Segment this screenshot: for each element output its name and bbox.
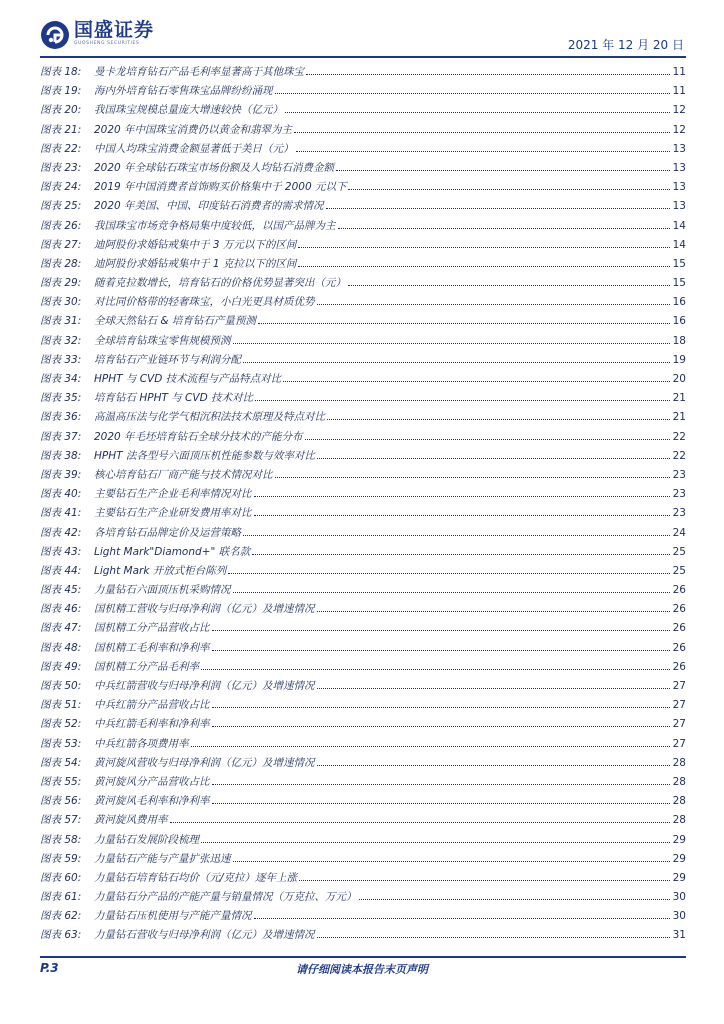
guosheng-logo-icon — [40, 20, 70, 50]
toc-entry-label: 图表 39: — [40, 468, 82, 481]
toc-dot-leader — [212, 707, 671, 708]
toc-entry[interactable] — [40, 293, 686, 312]
toc-entry[interactable] — [40, 677, 686, 696]
toc-dot-leader — [305, 439, 670, 440]
toc-entry-label: 图表 52: — [40, 718, 82, 731]
toc-entry[interactable] — [40, 524, 686, 543]
toc-entry-title: Light Mark 开放式柜台陈列 — [94, 564, 227, 577]
toc-entry-label: 图表 50: — [40, 680, 82, 692]
toc-entry-label: 图表 18: — [40, 66, 82, 78]
toc-dot-leader — [252, 554, 670, 555]
toc-entry-page: 13 — [672, 181, 686, 194]
toc-entry[interactable] — [40, 312, 686, 331]
toc-entry-label: 图表 24: — [40, 181, 82, 194]
toc-entry[interactable] — [40, 274, 686, 293]
toc-entry-title: 国机精工毛利率和净利率 — [94, 641, 210, 654]
toc-entry-page: 29 — [672, 833, 686, 846]
toc-dot-leader — [255, 400, 670, 401]
toc-entry-label: 图表 31: — [40, 315, 82, 328]
toc-entry-label: 图表 36: — [40, 411, 82, 424]
toc-entry-title: 对比同价格带的轻奢珠宝，小白光更具材质优势 — [94, 296, 315, 309]
toc-dot-leader — [233, 861, 671, 862]
toc-dot-leader — [228, 573, 670, 574]
toc-entry-label: 图表 38: — [40, 449, 82, 462]
toc-entry-label: 图表 32: — [40, 334, 82, 347]
toc-dot-leader — [243, 535, 670, 536]
toc-entry-label: 图表 42: — [40, 526, 82, 539]
toc-entry[interactable] — [40, 504, 686, 523]
toc-entry-title: 2020 年毛坯培育钻石全球分技术的产能分布 — [94, 430, 303, 443]
toc-entry-title: 我国珠宝市场竞争格局集中度较低，以国产品牌为主 — [94, 219, 336, 232]
toc-entry-page: 26 — [672, 584, 686, 597]
toc-entry[interactable] — [40, 197, 686, 216]
toc-entry[interactable] — [40, 639, 686, 658]
toc-entry-page: 23 — [672, 468, 686, 481]
toc-entry-page: 13 — [672, 200, 686, 213]
toc-dot-leader — [359, 899, 671, 900]
toc-entry-title: 全球培育钻珠宝零售规模预测 — [94, 334, 231, 347]
toc-entry[interactable] — [40, 658, 686, 677]
toc-entry-label: 图表 21: — [40, 123, 82, 136]
toc-entry-title: 力量钻石分产品的产能产量与销量情况（万克拉、万元） — [94, 891, 357, 904]
report-date: 2021 年 12 月 20 日 — [567, 38, 684, 52]
toc-entry-page: 28 — [672, 795, 686, 808]
toc-entry-label: 图表 63: — [40, 929, 82, 942]
toc-dot-leader — [317, 304, 671, 305]
toc-entry-label: 图表 60: — [40, 871, 82, 884]
toc-entry[interactable] — [40, 543, 686, 562]
toc-entry-page: 16 — [672, 315, 686, 328]
toc-entry[interactable] — [40, 562, 686, 581]
toc-entry-title: 曼卡龙培育钻石产品毛利率显著高于其他珠宝 — [94, 66, 304, 78]
toc-entry-page: 27 — [672, 699, 686, 712]
toc-entry-page: 12 — [672, 123, 686, 136]
toc-dot-leader — [326, 208, 670, 209]
toc-entry-label: 图表 40: — [40, 488, 82, 501]
toc-entry-title: 中国人均珠宝消费金额显著低于美日（元） — [94, 142, 294, 155]
toc-entry-title: 迪阿股份求婚钻戒集中于 1 克拉以下的区间 — [94, 257, 297, 270]
toc-entry-label: 图表 26: — [40, 219, 82, 232]
toc-entry-title: 各培育钻石品牌定价及运营策略 — [94, 526, 241, 539]
toc-entry-label: 图表 57: — [40, 814, 82, 827]
toc-entry-title: 培育钻石 HPHT 与 CVD 技术对比 — [94, 392, 253, 405]
toc-entry-title: 主要钻石生产企业毛利率情况对比 — [94, 488, 252, 501]
toc-entry[interactable] — [40, 82, 686, 101]
toc-entry[interactable] — [40, 466, 686, 485]
toc-dot-leader — [317, 688, 671, 689]
chart-index-list — [40, 63, 686, 946]
toc-entry-page: 14 — [672, 238, 686, 251]
toc-dot-leader — [294, 132, 670, 133]
toc-entry[interactable] — [40, 159, 686, 178]
toc-dot-leader — [254, 515, 671, 516]
toc-entry-title: 中兵红箭营收与归母净利润（亿元）及增速情况 — [94, 680, 315, 692]
toc-entry-page: 16 — [672, 296, 686, 309]
toc-entry-page: 11 — [672, 85, 686, 98]
toc-dot-leader — [212, 630, 671, 631]
toc-entry-page: 14 — [672, 219, 686, 232]
toc-entry[interactable] — [40, 217, 686, 236]
toc-entry-title: 力量钻石营收与归母净利润（亿元）及增速情况 — [94, 929, 315, 942]
toc-entry-page: 26 — [672, 603, 686, 616]
toc-entry[interactable] — [40, 888, 686, 907]
toc-entry-title: 主要钻石生产企业研发费用率对比 — [94, 507, 252, 520]
toc-entry-page: 25 — [672, 545, 686, 558]
toc-dot-leader — [201, 669, 670, 670]
toc-entry[interactable] — [40, 600, 686, 619]
toc-entry-title: 国机精工分产品毛利率 — [94, 660, 199, 673]
toc-entry-title: 中兵红箭毛利率和净利率 — [94, 718, 210, 731]
toc-entry-label: 图表 29: — [40, 277, 82, 290]
toc-dot-leader — [233, 592, 671, 593]
toc-entry-label: 图表 55: — [40, 775, 82, 788]
toc-entry[interactable] — [40, 850, 686, 869]
toc-entry[interactable] — [40, 428, 686, 447]
toc-entry-page: 28 — [672, 814, 686, 827]
toc-entry-page: 11 — [672, 66, 686, 78]
toc-entry-title: 力量钻石培育钻石均价（元/克拉）逐年上涨 — [94, 871, 298, 884]
toc-entry-title: Light Mark"Diamond+" 联名款 — [94, 545, 251, 558]
toc-entry[interactable] — [40, 140, 686, 159]
toc-entry[interactable] — [40, 389, 686, 408]
toc-entry[interactable] — [40, 773, 686, 792]
toc-entry-title: 全球天然钻石 & 培育钻石产量预测 — [94, 315, 256, 328]
toc-entry-label: 图表 56: — [40, 795, 82, 808]
toc-entry-label: 图表 44: — [40, 564, 82, 577]
toc-entry[interactable] — [40, 332, 686, 351]
toc-entry-title: 培育钻石产业链环节与利润分配 — [94, 353, 241, 366]
toc-entry[interactable] — [40, 447, 686, 466]
toc-entry-title: 2020 年美国、中国、印度钻石消费者的需求情况 — [94, 200, 324, 213]
toc-entry-title: 力量钻石压机使用与产能产量情况 — [94, 910, 252, 923]
toc-entry-title: HPHT 法各型号六面顶压机性能参数与效率对比 — [94, 449, 315, 462]
toc-entry-title: 随着克拉数增长，培育钻石的价格优势显著突出（元） — [94, 277, 346, 290]
toc-entry-title: 黄河旋风分产品营收占比 — [94, 775, 210, 788]
toc-entry-label: 图表 27: — [40, 238, 82, 251]
toc-entry-title: 黄河旋风毛利率和净利率 — [94, 795, 210, 808]
toc-entry[interactable] — [40, 792, 686, 811]
toc-dot-leader — [296, 151, 671, 152]
toc-entry-page: 29 — [672, 852, 686, 865]
toc-entry-page: 25 — [672, 564, 686, 577]
toc-entry[interactable] — [40, 370, 686, 389]
toc-dot-leader — [317, 765, 671, 766]
toc-entry-page: 20 — [672, 373, 686, 385]
toc-dot-leader — [336, 170, 670, 171]
toc-entry-title: 2019 年中国消费者首饰购买价格集中于 2000 元以下 — [94, 181, 347, 194]
toc-entry-page: 13 — [672, 142, 686, 155]
toc-dot-leader — [306, 74, 670, 75]
toc-entry-title: 中兵红箭分产品营收占比 — [94, 699, 210, 712]
toc-entry-label: 图表 33: — [40, 353, 82, 366]
toc-entry-title: 黄河旋风营收与归母净利润（亿元）及增速情况 — [94, 756, 315, 769]
toc-entry-label: 图表 35: — [40, 392, 82, 405]
toc-entry-page: 28 — [672, 775, 686, 788]
toc-entry-title: HPHT 与 CVD 技术流程与产品特点对比 — [94, 373, 282, 385]
toc-entry-label: 图表 48: — [40, 641, 82, 654]
toc-entry-page: 28 — [672, 756, 686, 769]
toc-dot-leader — [275, 93, 671, 94]
toc-dot-leader — [212, 726, 671, 727]
toc-entry-page: 15 — [672, 277, 686, 290]
toc-entry[interactable] — [40, 236, 686, 255]
toc-entry-label: 图表 43: — [40, 545, 82, 558]
toc-entry-page: 26 — [672, 641, 686, 654]
toc-entry-label: 图表 25: — [40, 200, 82, 213]
toc-entry-title: 我国珠宝规模总量庞大增速较快（亿元） — [94, 104, 283, 117]
toc-entry[interactable] — [40, 178, 686, 197]
toc-dot-leader — [212, 784, 671, 785]
toc-entry-page: 27 — [672, 737, 686, 750]
toc-entry-page: 22 — [672, 449, 686, 462]
toc-entry-label: 图表 20: — [40, 104, 82, 117]
toc-dot-leader — [258, 323, 670, 324]
toc-entry[interactable] — [40, 754, 686, 773]
toc-entry-title: 海内外培育钻石零售珠宝品牌纷纷涌现 — [94, 85, 273, 98]
toc-entry-page: 24 — [672, 526, 686, 539]
toc-dot-leader — [212, 650, 671, 651]
toc-dot-leader — [285, 112, 670, 113]
toc-entry-page: 19 — [672, 353, 686, 366]
toc-entry-page: 22 — [672, 430, 686, 443]
toc-entry[interactable] — [40, 351, 686, 370]
toc-entry-title: 力量钻石发展阶段梳理 — [94, 833, 199, 846]
toc-dot-leader — [338, 228, 671, 229]
company-name: 国盛证券 — [74, 19, 155, 41]
toc-dot-leader — [298, 247, 670, 248]
toc-entry-page: 13 — [672, 161, 686, 174]
toc-entry[interactable] — [40, 869, 686, 888]
toc-dot-leader — [348, 285, 670, 286]
toc-entry-page: 18 — [672, 334, 686, 347]
toc-entry-title: 力量钻石产能与产量扩张迅速 — [94, 852, 231, 865]
toc-entry-title: 2020 年中国珠宝消费仍以黄金和翡翠为主 — [94, 123, 293, 136]
footer-divider — [40, 956, 686, 958]
toc-entry-label: 图表 59: — [40, 852, 82, 865]
toc-dot-leader — [299, 880, 670, 881]
toc-entry-page: 29 — [672, 871, 686, 884]
header-divider — [40, 56, 686, 58]
toc-entry-title: 国机精工营收与归母净利润（亿元）及增速情况 — [94, 603, 315, 616]
toc-entry-label: 图表 28: — [40, 257, 82, 270]
toc-dot-leader — [317, 611, 671, 612]
toc-entry-label: 图表 37: — [40, 430, 82, 443]
toc-entry-page: 30 — [672, 910, 686, 923]
toc-dot-leader — [327, 419, 670, 420]
toc-entry[interactable] — [40, 485, 686, 504]
toc-entry-label: 图表 53: — [40, 737, 82, 750]
toc-entry-label: 图表 47: — [40, 622, 82, 635]
toc-entry-title: 中兵红箭各项费用率 — [94, 737, 189, 750]
toc-dot-leader — [233, 343, 671, 344]
toc-entry[interactable] — [40, 831, 686, 850]
toc-entry-title: 高温高压法与化学气相沉积法技术原理及特点对比 — [94, 411, 325, 424]
toc-entry[interactable] — [40, 696, 686, 715]
toc-dot-leader — [191, 746, 671, 747]
toc-entry-title: 核心培育钻石厂商产能与技术情况对比 — [94, 468, 273, 481]
toc-entry[interactable] — [40, 907, 686, 926]
toc-entry-label: 图表 45: — [40, 584, 82, 597]
toc-entry-label: 图表 34: — [40, 373, 82, 385]
toc-entry-page: 12 — [672, 104, 686, 117]
toc-dot-leader — [317, 937, 671, 938]
toc-entry-label: 图表 22: — [40, 142, 82, 155]
toc-entry-title: 力量钻石六面顶压机采购情况 — [94, 584, 231, 597]
toc-entry-page: 21 — [672, 411, 686, 424]
toc-entry-label: 图表 54: — [40, 756, 82, 769]
toc-entry-page: 26 — [672, 622, 686, 635]
toc-dot-leader — [298, 266, 670, 267]
toc-entry-label: 图表 23: — [40, 161, 82, 174]
toc-dot-leader — [243, 362, 670, 363]
toc-entry[interactable] — [40, 121, 686, 140]
toc-entry-page: 27 — [672, 680, 686, 692]
toc-entry-label: 图表 19: — [40, 85, 82, 98]
toc-entry-page: 21 — [672, 392, 686, 405]
toc-entry-page: 30 — [672, 891, 686, 904]
toc-entry-label: 图表 62: — [40, 910, 82, 923]
toc-entry-page: 23 — [672, 488, 686, 501]
toc-entry-title: 迪阿股份求婚钻戒集中于 3 万元以下的区间 — [94, 238, 297, 251]
toc-entry[interactable] — [40, 811, 686, 830]
toc-entry[interactable] — [40, 715, 686, 734]
toc-entry-title: 国机精工分产品营收占比 — [94, 622, 210, 635]
toc-entry-label: 图表 49: — [40, 660, 82, 673]
toc-entry-label: 图表 51: — [40, 699, 82, 712]
toc-entry-label: 图表 41: — [40, 507, 82, 520]
company-subtitle: GUOSHENG SECURITIES — [74, 41, 140, 46]
toc-entry-label: 图表 58: — [40, 833, 82, 846]
toc-entry-page: 27 — [672, 718, 686, 731]
toc-entry[interactable] — [40, 255, 686, 274]
toc-entry[interactable] — [40, 926, 686, 945]
toc-dot-leader — [275, 477, 671, 478]
page-number: P.3 — [40, 961, 59, 975]
toc-entry-title: 2020 年全球钻石珠宝市场份额及人均钻石消费金额 — [94, 161, 335, 174]
toc-dot-leader — [254, 918, 671, 919]
toc-entry-page: 23 — [672, 507, 686, 520]
toc-entry-page: 26 — [672, 660, 686, 673]
toc-entry-page: 15 — [672, 257, 686, 270]
toc-entry[interactable] — [40, 408, 686, 427]
toc-entry[interactable] — [40, 101, 686, 120]
toc-dot-leader — [170, 822, 671, 823]
toc-dot-leader — [283, 381, 670, 382]
toc-dot-leader — [317, 458, 670, 459]
toc-entry[interactable] — [40, 581, 686, 600]
toc-entry[interactable] — [40, 63, 686, 82]
toc-entry[interactable] — [40, 619, 686, 638]
toc-entry-page: 31 — [672, 929, 686, 942]
footer-disclaimer: 请仔细阅读本报告末页声明 — [296, 963, 428, 976]
toc-entry[interactable] — [40, 735, 686, 754]
company-logo — [40, 20, 154, 50]
toc-entry-label: 图表 61: — [40, 891, 82, 904]
toc-dot-leader — [201, 842, 670, 843]
toc-dot-leader — [254, 496, 671, 497]
toc-dot-leader — [212, 803, 671, 804]
toc-entry-label: 图表 46: — [40, 603, 82, 616]
toc-entry-label: 图表 30: — [40, 296, 82, 309]
toc-entry-title: 黄河旋风费用率 — [94, 814, 168, 827]
toc-dot-leader — [348, 189, 670, 190]
